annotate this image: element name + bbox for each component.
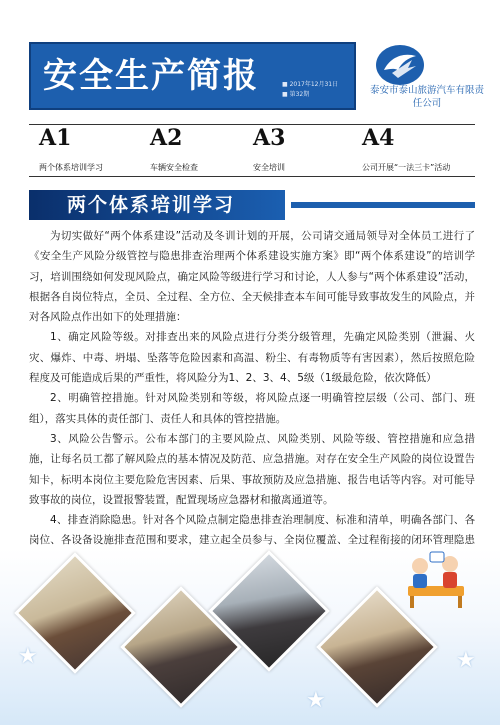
- index-number: A4: [362, 125, 395, 151]
- index-item-a4: [362, 126, 467, 173]
- article-paragraph: 4、排查消除隐患。针对各个风险点制定隐患排查治理制度、标准和清单，明确各部门、各岗位、各设备设施排查范围和要求，建立起全员参与、全岗位覆盖、全过程衔接的闭环管理隐患: [29, 514, 475, 547]
- article-paragraph: 3、风险公告警示。公布本部门的主要风险点、风险类别、风险等级、管控措施和应急措施，让每名员工都了解风险点的基本情况及防范、应急措施。对存在安全生产风险的岗位设置告知卡，标明本岗位主要危险危害因素、后果、事故预防及应急措施、报告电话等内容。对可能导致事故的岗位，设置报警装置，配置现场应急器材和撤离通道等。: [29, 432, 475, 506]
- header-banner: [29, 42, 356, 110]
- star-icon: ★: [306, 688, 326, 713]
- section-title: 两个体系培训学习: [67, 194, 236, 216]
- index-label: 公司开展“一法三卡”活动: [362, 163, 451, 172]
- index-item-a2: [150, 126, 255, 173]
- company-name: 泰安市泰山旅游汽车有限责任公司: [369, 85, 484, 109]
- index-label: 两个体系培训学习: [39, 163, 103, 172]
- issue-number: ■ 第32期: [282, 91, 310, 98]
- company-logo-icon: [372, 40, 428, 90]
- index-top-rule: [29, 124, 475, 125]
- index-number: A3: [253, 125, 286, 151]
- section-heading-stripe: [291, 202, 475, 208]
- index-bottom-rule: [29, 176, 475, 177]
- issue-meta: [282, 80, 346, 100]
- index-label: 车辆安全检查: [150, 163, 198, 172]
- newsletter-title: 安全生产简报: [43, 56, 259, 96]
- index-number: A1: [39, 125, 72, 151]
- index-label: 安全培训: [253, 163, 285, 172]
- article-paragraph: 1、确定风险等级。对排查出来的风险点进行分类分级管理，先确定风险类别（泄漏、火灾、爆炸、中毒、坍塌、坠落等危险因素和高温、粉尘、有毒物质等有害因素），然后按照危险程度及可能造成后果的严重性，将风险分为1、2、3、4、5级（1级最危险，依次降低）: [29, 331, 475, 385]
- meeting-cartoon-icon: [400, 548, 472, 610]
- index-item-a3: [253, 126, 358, 173]
- index-item-a1: [39, 126, 144, 173]
- issue-date: ■ 2017年12月31日: [282, 81, 339, 88]
- article-paragraph: 2、明确管控措施。针对风险类别和等级，将风险点逐一明确管控层级（公司、部门、班组），落实具体的责任部门、责任人和具体的管控措施。: [29, 392, 475, 425]
- article-paragraph: 为切实做好“两个体系建设”活动及冬训计划的开展，公司请交通局领导对全体员工进行了《安全生产风险分级管控与隐患排查治理两个体系建设实施方案》即“两个体系建设”的培训学习，培训围绕如何发现风险点，确定风险等级进行学习和讨论，人人参与“两个体系建设”活动，根据各自岗位特点，全员、全过程、全方位、全天候排查本车间可能导致事故发生的风险点，并对各风险点作出如下的处理措施：: [29, 230, 475, 324]
- star-icon: ★: [18, 644, 38, 669]
- index-number: A2: [150, 125, 183, 151]
- section-heading-bar: [29, 190, 475, 220]
- star-icon: ★: [456, 648, 476, 673]
- section-heading-band: [29, 190, 285, 220]
